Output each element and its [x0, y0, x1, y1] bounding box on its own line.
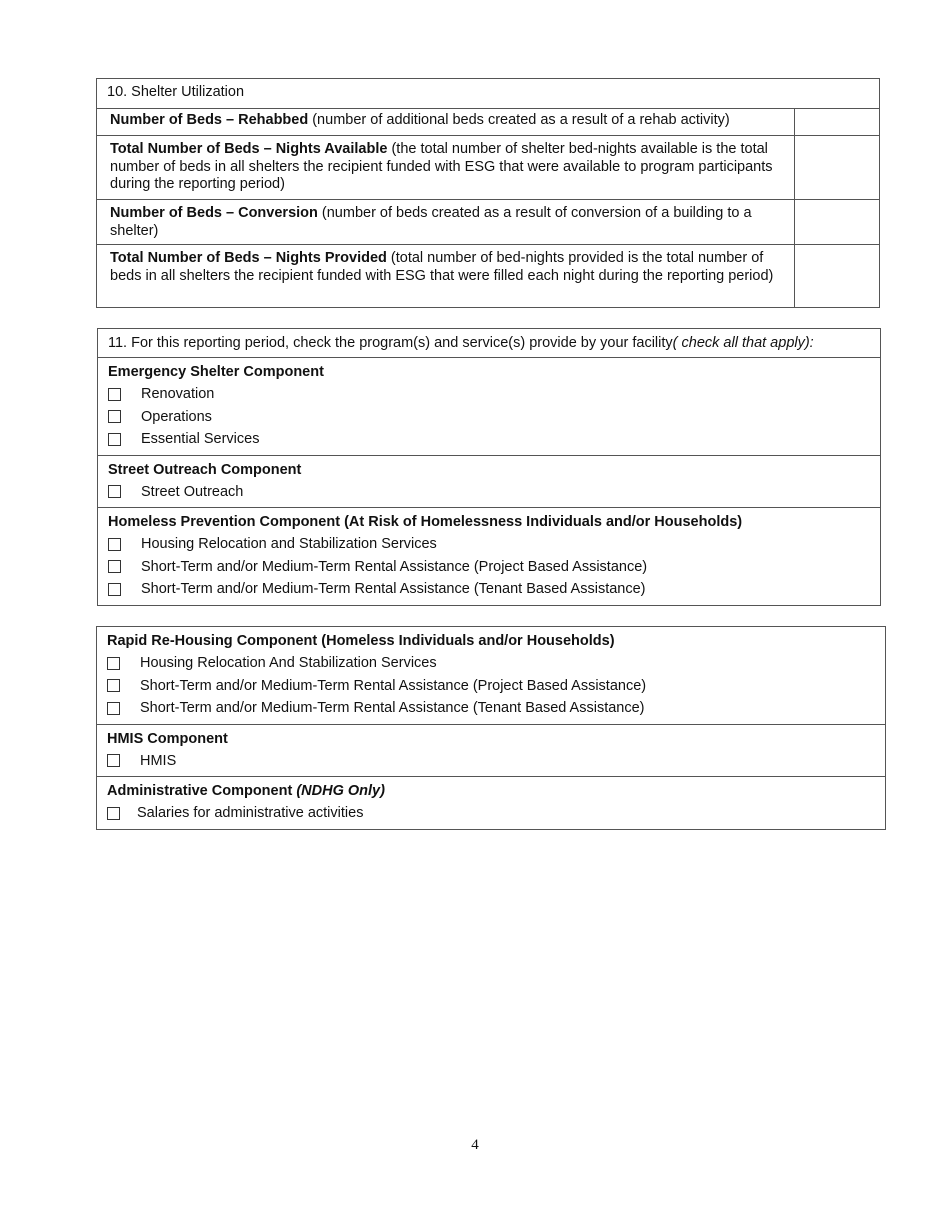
group-title: Street Outreach Component — [108, 461, 302, 478]
checklist-item: Short-Term and/or Medium-Term Rental Assistance (Tenant Based Assistance) — [108, 578, 870, 601]
checklist-item: Operations — [108, 406, 870, 429]
row-label: Number of Beds – Conversion (number of beds created as a result of conversion of a building to a shelter) — [97, 200, 795, 244]
group-title: HMIS Component — [107, 730, 228, 747]
programs-services-checklist-continued — [96, 626, 886, 830]
rapid-rehousing-group — [97, 627, 885, 724]
checkbox[interactable] — [108, 388, 121, 401]
checkbox[interactable] — [107, 702, 120, 715]
beds-conversion-row — [97, 199, 879, 244]
checkbox[interactable] — [107, 657, 120, 670]
beds-nights-available-row — [97, 135, 879, 199]
beds-nights-provided-field[interactable] — [795, 245, 879, 307]
checkbox[interactable] — [108, 538, 121, 551]
homeless-prevention-group — [98, 507, 880, 605]
beds-rehabbed-row — [97, 108, 879, 135]
checklist-item: Housing Relocation and Stabilization Services — [108, 533, 870, 556]
checklist-item: Renovation — [108, 383, 870, 406]
checklist-item: Essential Services — [108, 428, 870, 451]
checklist-item: HMIS — [107, 750, 875, 773]
beds-rehabbed-field[interactable] — [795, 109, 879, 135]
checkbox[interactable] — [108, 433, 121, 446]
checkbox[interactable] — [108, 485, 121, 498]
administrative-group — [97, 776, 885, 829]
emergency-shelter-group — [98, 357, 880, 455]
checklist-item: Short-Term and/or Medium-Term Rental Assistance (Tenant Based Assistance) — [107, 697, 875, 720]
beds-nights-available-field[interactable] — [795, 136, 879, 199]
street-outreach-group — [98, 455, 880, 508]
row-label: Total Number of Beds – Nights Provided (total number of bed-nights provided is the total number of beds in all shelters the recipient funded with ESG that were filled each night during the reporting period) — [97, 245, 795, 307]
checkbox[interactable] — [107, 754, 120, 767]
section-11-title: 11. For this reporting period, check the program(s) and service(s) provide by your facility( check all that apply): — [108, 335, 814, 351]
checklist-item: Salaries for administrative activities — [107, 802, 875, 825]
group-title: Emergency Shelter Component — [108, 364, 324, 380]
checkbox[interactable] — [108, 410, 121, 423]
checkbox[interactable] — [107, 679, 120, 692]
page-number: 4 — [471, 1137, 479, 1153]
checkbox[interactable] — [107, 807, 120, 820]
checklist-item: Housing Relocation And Stabilization Services — [107, 652, 875, 675]
beds-nights-provided-row — [97, 244, 879, 307]
group-title: Administrative Component (NDHG Only) — [107, 783, 385, 799]
row-label: Number of Beds – Rehabbed (number of additional beds created as a result of a rehab activity) — [97, 109, 795, 135]
programs-services-checklist — [97, 328, 881, 606]
checkbox[interactable] — [108, 583, 121, 596]
group-title: Rapid Re-Housing Component (Homeless Individuals and/or Households) — [107, 633, 615, 649]
checkbox[interactable] — [108, 560, 121, 573]
checklist-item: Short-Term and/or Medium-Term Rental Assistance (Project Based Assistance) — [107, 675, 875, 698]
section-10-title: 10. Shelter Utilization — [107, 84, 245, 100]
shelter-utilization-table — [96, 78, 880, 308]
checklist-item: Street Outreach — [108, 481, 870, 504]
row-label: Total Number of Beds – Nights Available (the total number of shelter bed-nights available is the total number of beds in all shelters the recipient funded with ESG that were available to program participants during the reporting period) — [97, 136, 795, 199]
hmis-group — [97, 724, 885, 777]
beds-conversion-field[interactable] — [795, 200, 879, 244]
group-title: Homeless Prevention Component (At Risk of Homelessness Individuals and/or Households) — [108, 514, 743, 530]
checklist-item: Short-Term and/or Medium-Term Rental Assistance (Project Based Assistance) — [108, 556, 870, 579]
